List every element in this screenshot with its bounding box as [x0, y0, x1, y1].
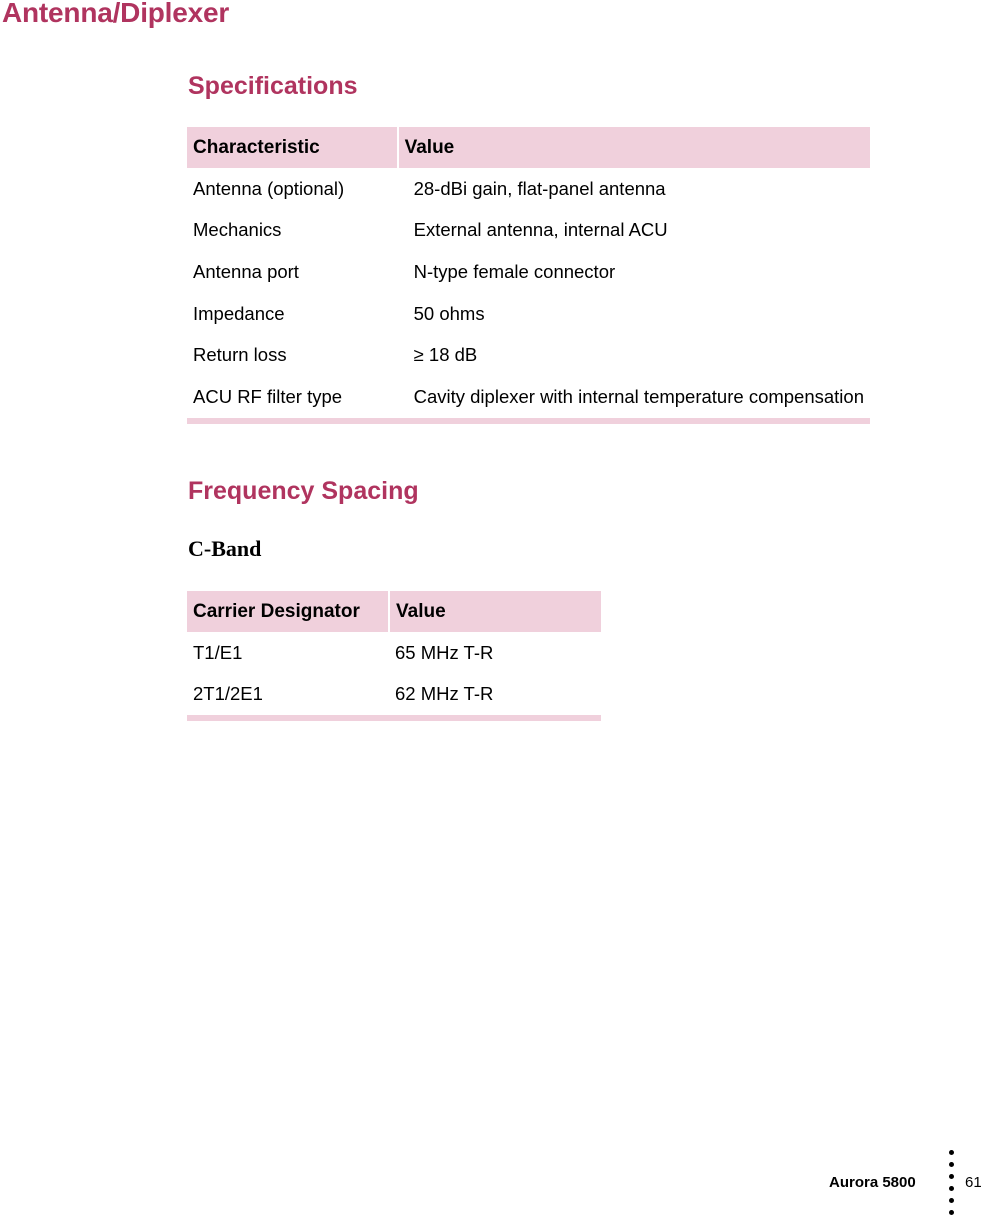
column-header-carrier-designator: Carrier Designator: [187, 591, 389, 632]
table-cell: ACU RF filter type: [193, 385, 343, 407]
table-cell: Antenna (optional): [193, 177, 345, 199]
table-cell: T1/E1: [193, 641, 243, 663]
specifications-table: [187, 127, 870, 424]
frequency-spacing-heading: Frequency Spacing: [188, 477, 419, 505]
column-header-value: Value: [389, 591, 601, 632]
table-cell: Impedance: [193, 302, 285, 324]
column-header-value: Value: [398, 127, 870, 168]
table-cell: Mechanics: [193, 219, 282, 241]
table-cell: ≥ 18 dB: [413, 344, 478, 366]
table-cell: 65 MHz T-R: [395, 641, 494, 663]
table-header-row: [187, 591, 601, 632]
chapter-title: Antenna/Diplexer: [2, 0, 230, 28]
page-number: 61: [965, 1174, 982, 1191]
table-cell: 28-dBi gain, flat-panel antenna: [413, 177, 666, 199]
table-row: [187, 168, 870, 210]
footer-product-name: Aurora 5800: [829, 1174, 916, 1191]
table-cell: 50 ohms: [413, 302, 485, 324]
table-row: [187, 376, 870, 421]
specifications-heading: Specifications: [188, 72, 358, 100]
footer-dots-decoration: [949, 1150, 955, 1222]
c-band-heading: C-Band: [188, 536, 262, 561]
frequency-spacing-table: [187, 591, 601, 721]
table-row: [187, 210, 870, 252]
table-row: [187, 674, 601, 719]
table-cell: 62 MHz T-R: [395, 683, 494, 705]
table-cell: Return loss: [193, 344, 287, 366]
table-cell: N-type female connector: [413, 260, 616, 282]
table-header-row: [187, 127, 870, 168]
table-cell: External antenna, internal ACU: [413, 219, 668, 241]
table-cell: 2T1/2E1: [193, 683, 263, 705]
table-row: [187, 293, 870, 335]
table-row: [187, 251, 870, 293]
table-row: [187, 334, 870, 376]
table-cell: Antenna port: [193, 260, 299, 282]
table-cell: Cavity diplexer with internal temperature compensation: [413, 385, 864, 407]
column-header-characteristic: Characteristic: [187, 127, 398, 168]
table-row: [187, 632, 601, 674]
